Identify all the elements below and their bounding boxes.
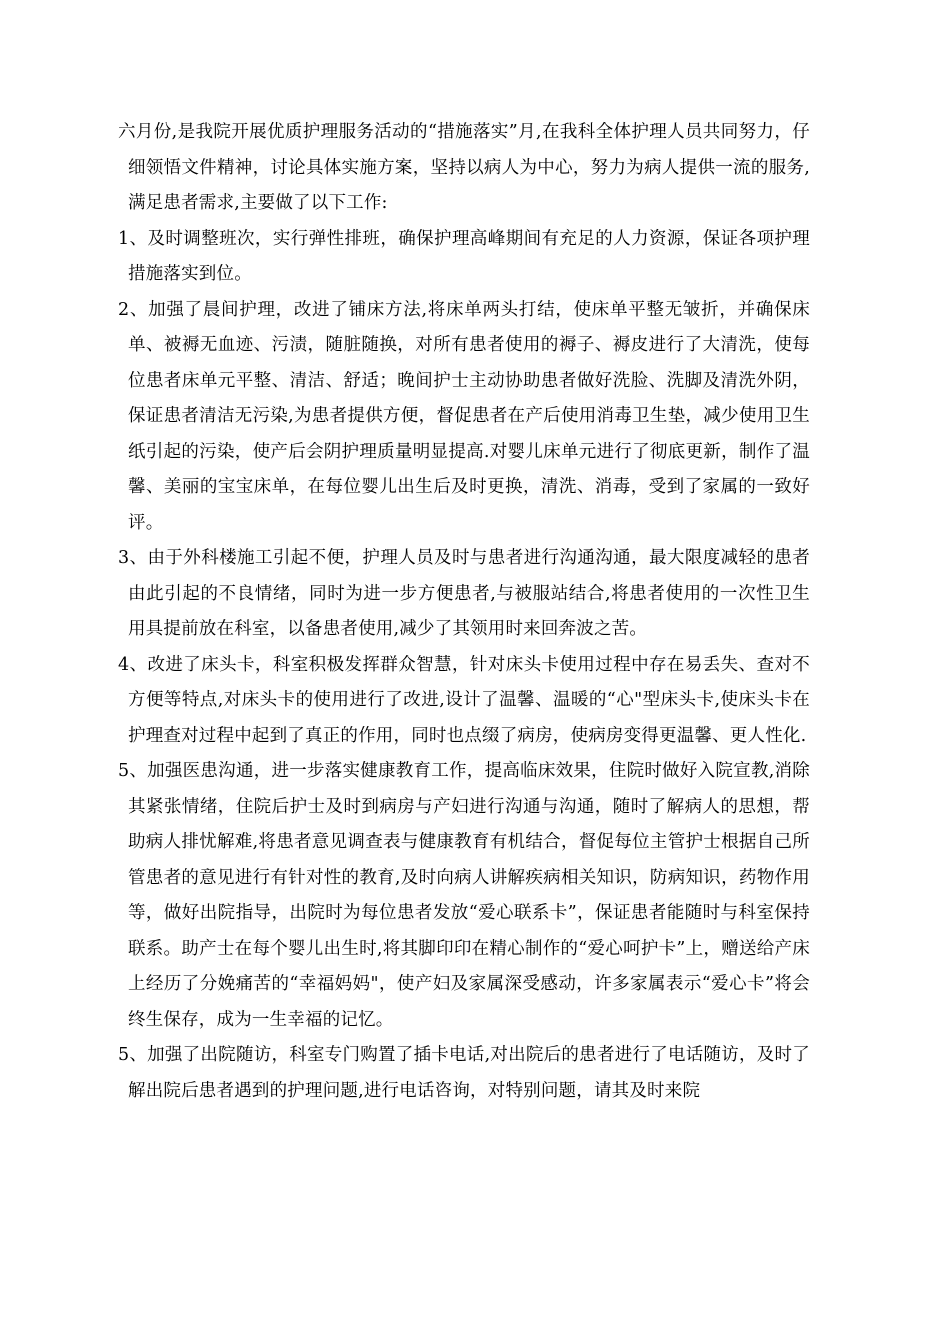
work-item-3: 3、由于外科楼施工引起不便，护理人员及时与患者进行沟通沟通，最大限度减轻的患者由此引起的不良情绪，同时为进一步方便患者,与被服站结合,将患者使用的一次性卫生用具提前放在科室，以备患者使用,减少了其领用时来回奔波之苦。 xyxy=(118,548,810,639)
intro-paragraph: 六月份,是我院开展优质护理服务活动的“措施落实”月,在我科全体护理人员共同努力，仔细领悟文件精神，讨论具体实施方案，坚持以病人为中心，努力为病人提供一流的服务,满足患者需求,主要做了以下工作: xyxy=(118,122,810,213)
document-body xyxy=(118,115,810,1109)
work-item-6: 5、加强了出院随访，科室专门购置了插卡电话,对出院后的患者进行了电话随访，及时了解出院后患者遇到的护理问题,进行电话咨询，对特别问题，请其及时来院 xyxy=(118,1045,810,1101)
work-item-4: 4、改进了床头卡，科室积极发挥群众智慧，针对床头卡使用过程中存在易丢失、查对不方便等特点,对床头卡的使用进行了改进,设计了温馨、温暖的“心"型床头卡,使床头卡在护理查对过程中起到了真正的作用，同时也点缀了病房，使病房变得更温馨、更人性化. xyxy=(118,654,810,746)
work-item-1: 1、及时调整班次，实行弹性排班，确保护理高峰期间有充足的人力资源，保证各项护理措施落实到位。 xyxy=(118,228,810,284)
work-item-2: 2、加强了晨间护理，改进了铺床方法,将床单两头打结，使床单平整无皱折，并确保床单、被褥无血迹、污渍，随脏随换，对所有患者使用的褥子、褥皮进行了大清洗，使每位患者床单元平整、清洁、舒适；晚间护士主动协助患者做好洗脸、洗脚及清洗外阴，保证患者清洁无污染,为患者提供方便，督促患者在产后使用消毒卫生垫，减少使用卫生纸引起的污染，使产后会阴护理质量明显提高.对婴儿床单元进行了彻底更新，制作了温馨、美丽的宝宝床单，在每位婴儿出生后及时更换，清洗、消毒，受到了家属的一致好评。 xyxy=(118,299,810,533)
work-item-5: 5、加强医患沟通，进一步落实健康教育工作，提高临床效果，住院时做好入院宣教,消除其紧张情绪，住院后护士及时到病房与产妇进行沟通与沟通，随时了解病人的思想，帮助病人排忧解难,将患者意见调查表与健康教育有机结合，督促每位主管护士根据自己所管患者的意见进行有针对性的教育,及时向病人讲解疾病相关知识，防病知识，药物作用等，做好出院指导，出院时为每位患者发放“爱心联系卡”，保证患者能随时与科室保持联系。助产士在每个婴儿出生时,将其脚印印在精心制作的“爱心呵护卡”上，赠送给产床上经历了分娩痛苦的“幸福妈妈"，使产妇及家属深受感动，许多家属表示“爱心卡”将会终生保存，成为一生幸福的记忆。 xyxy=(118,761,810,1030)
